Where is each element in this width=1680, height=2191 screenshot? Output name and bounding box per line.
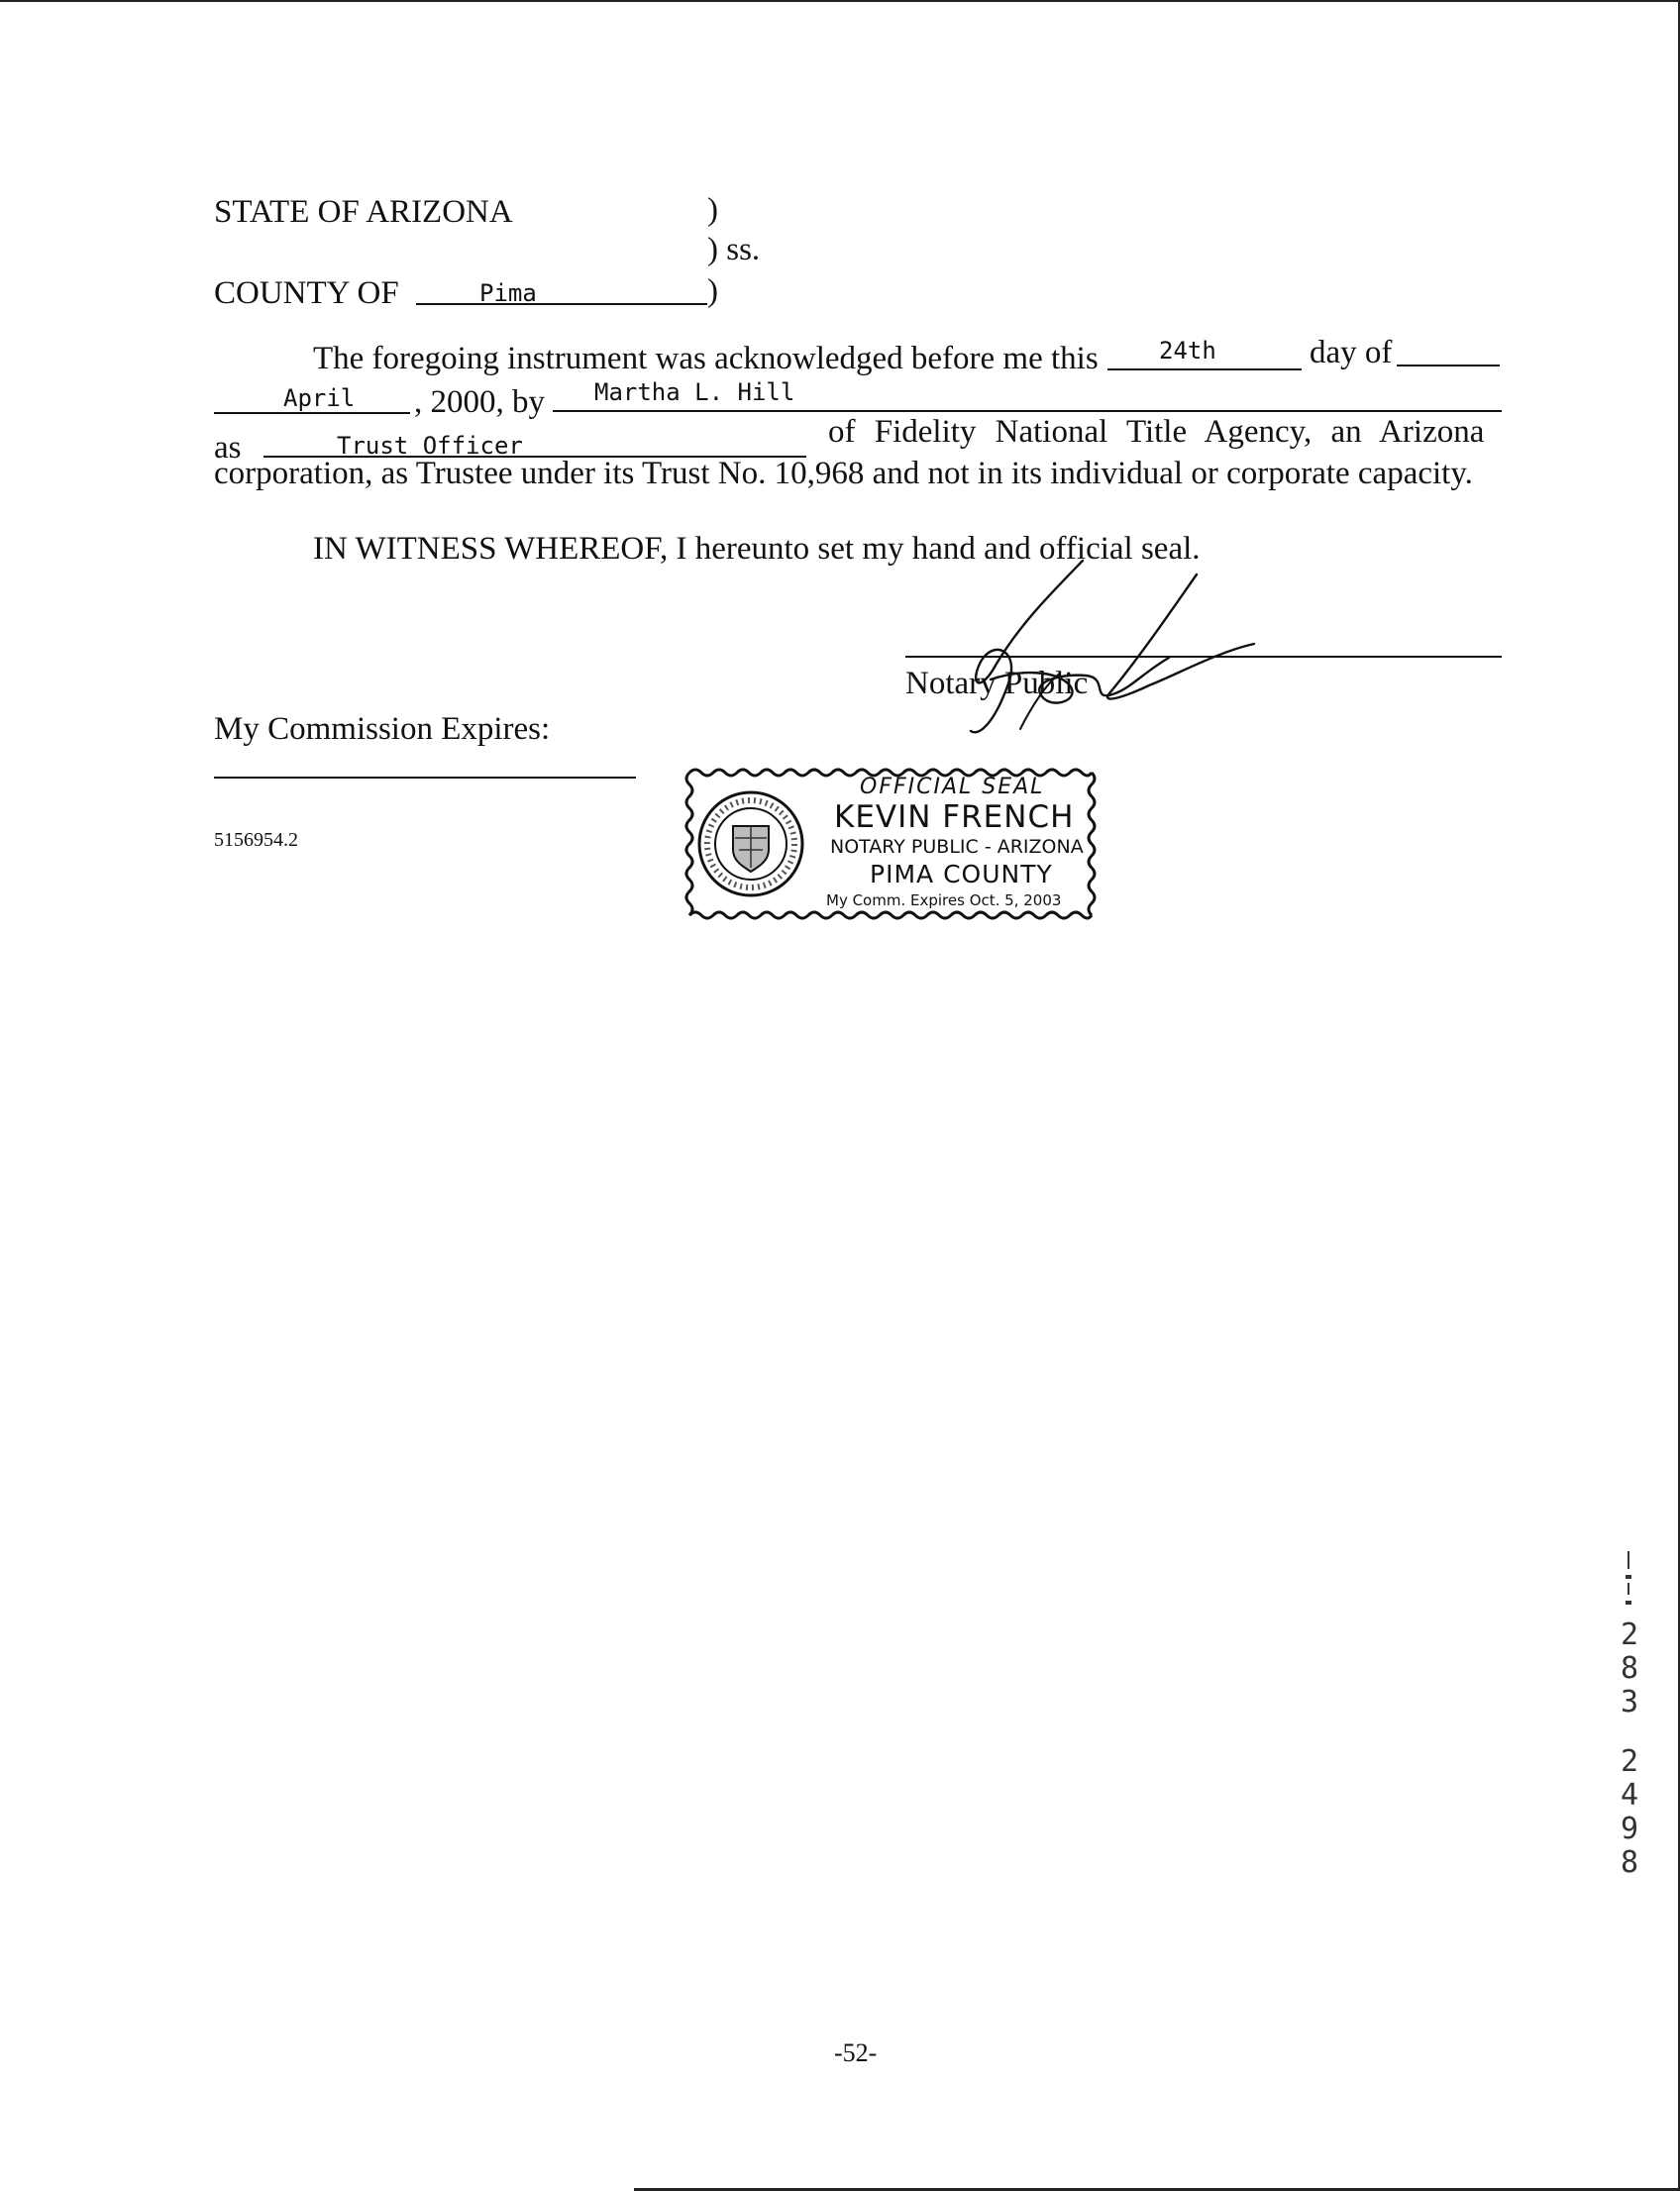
day-of-label: day of xyxy=(1310,335,1393,370)
state-label: STATE OF ARIZONA xyxy=(214,194,513,230)
recording-digit: 2 xyxy=(1620,1744,1639,1779)
recording-digit: 8 xyxy=(1620,1651,1639,1686)
county-value: Pima xyxy=(479,279,537,307)
ack-line-4: corporation, as Trustee under its Trust No. 10,968 and not in its individual or corporate capacity. xyxy=(214,456,1473,491)
page-number: -52- xyxy=(834,2038,878,2067)
year-by-label: , 2000, by xyxy=(414,384,545,420)
day-value: 24th xyxy=(1159,337,1216,365)
recording-digit: 9 xyxy=(1620,1812,1639,1846)
commission-blank xyxy=(214,777,636,779)
seal-line-expires: My Comm. Expires Oct. 5, 2003 xyxy=(826,891,1062,909)
recording-digit: 4 xyxy=(1620,1778,1639,1813)
name-blank xyxy=(553,410,1502,412)
venue-paren: ) xyxy=(707,192,718,228)
document-number: 5156954.2 xyxy=(214,829,298,851)
recording-ticks xyxy=(1625,1551,1632,1613)
seal-line-county: PIMA COUNTY xyxy=(870,860,1053,888)
as-label: as xyxy=(214,430,242,466)
month-continue-blank xyxy=(1397,365,1500,366)
official-seal-stamp xyxy=(683,765,1098,923)
recording-digit: 2 xyxy=(1620,1617,1639,1652)
notary-public-label: Notary Public xyxy=(905,666,1089,701)
seal-line-name: KEVIN FRENCH xyxy=(834,799,1075,835)
seal-line-title: NOTARY PUBLIC - ARIZONA xyxy=(830,836,1084,858)
witness-clause: IN WITNESS WHEREOF, I hereunto set my hand and official seal. xyxy=(313,531,1201,567)
title-value: Trust Officer xyxy=(337,432,523,460)
month-value: April xyxy=(283,384,356,412)
ack-line-1: The foregoing instrument was acknowledged before me this xyxy=(313,341,1099,376)
month-blank xyxy=(214,412,410,414)
seal-line-official: OFFICIAL SEAL xyxy=(860,775,1045,799)
recording-digit: 3 xyxy=(1620,1685,1639,1720)
notary-signature xyxy=(872,535,1268,743)
ack-line-3: of Fidelity National Title Agency, an Arizona xyxy=(828,414,1485,450)
commission-label: My Commission Expires: xyxy=(214,711,551,747)
ss-label: ) ss. xyxy=(707,232,761,267)
county-blank xyxy=(416,303,707,305)
page-edge-top xyxy=(0,0,1680,2)
county-paren: ) xyxy=(707,273,718,309)
name-value: Martha L. Hill xyxy=(594,378,795,406)
county-label: COUNTY OF xyxy=(214,275,399,311)
day-blank xyxy=(1107,368,1302,370)
recording-number-stamp xyxy=(1615,1618,1644,1880)
recording-digit: 8 xyxy=(1620,1845,1639,1880)
